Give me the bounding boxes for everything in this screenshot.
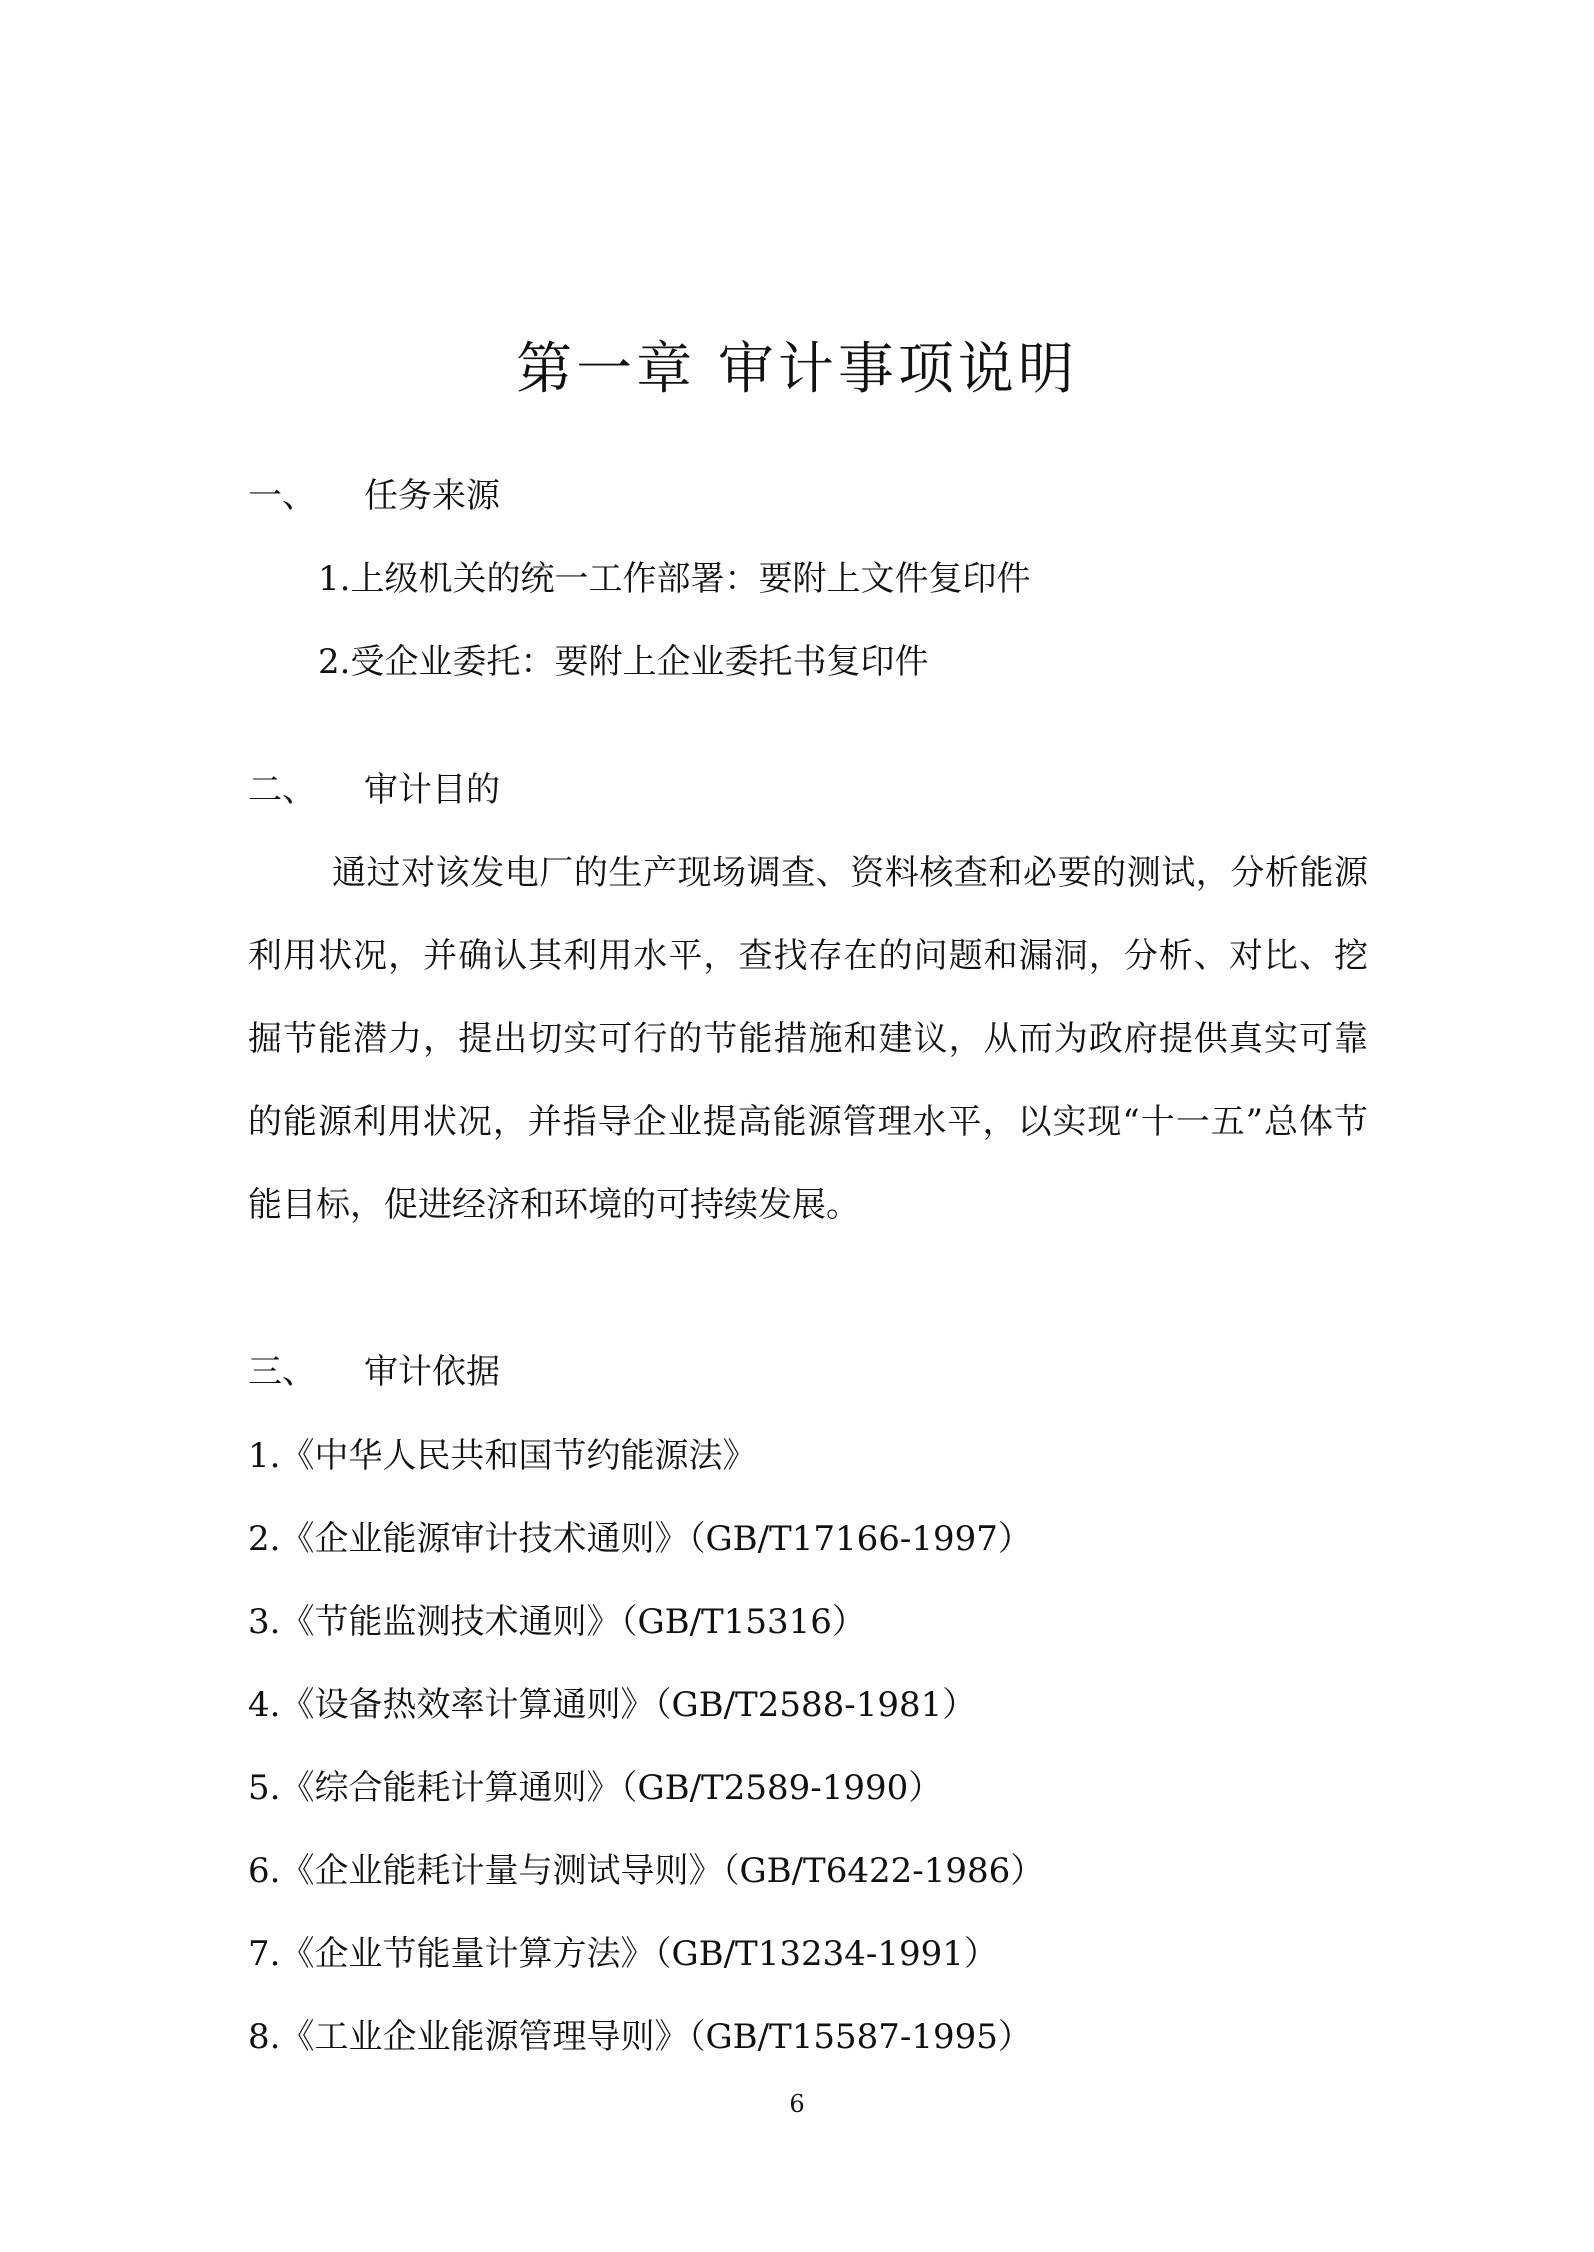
- list-item: 1.上级机关的统一工作部署：要附上文件复印件: [318, 559, 1031, 599]
- section-heading: [248, 766, 500, 814]
- list-item: 1.《中华人民共和国节约能源法》: [248, 1436, 757, 1476]
- body-paragraph: 通过对该发电厂的生产现场调查、资料核查和必要的测试，分析能源利用状况，并确认其利用水平，查找存在的问题和漏洞，分析、对比、挖掘节能潜力，提出切实可行的节能措施和建议，从而为政府提供真实可靠的能源利用状况，并指导企业提高能源管理水平，以实现“十一五”总体节能目标，促进经济和环境的可持续发展。: [248, 853, 1368, 1225]
- section-title: 审计目的: [364, 770, 500, 810]
- section-number: 三、: [248, 1352, 316, 1392]
- section-number: 一、: [248, 476, 316, 516]
- section-title: 审计依据: [364, 1352, 500, 1392]
- list-item: 7.《企业节能量计算方法》（GB/T13234-1991）: [248, 1934, 998, 1974]
- list-item: 5.《综合能耗计算通则》（GB/T2589-1990）: [248, 1768, 943, 1808]
- section-title: 任务来源: [364, 476, 500, 516]
- list-item: 4.《设备热效率计算通则》（GB/T2588-1981）: [248, 1685, 977, 1725]
- section-heading: [248, 1348, 500, 1396]
- section-heading: [248, 472, 500, 520]
- section-number: 二、: [248, 770, 316, 810]
- list-item: 3.《节能监测技术通则》（GB/T15316）: [248, 1602, 866, 1642]
- list-item: 2.《企业能源审计技术通则》（GB/T17166-1997）: [248, 1519, 1032, 1559]
- page-number: 6: [789, 2090, 805, 2118]
- list-item: 8.《工业企业能源管理导则》（GB/T15587-1995）: [248, 2017, 1032, 2057]
- list-item: 2.受企业委托：要附上企业委托书复印件: [318, 642, 929, 682]
- list-item: 6.《企业能耗计量与测试导则》（GB/T6422-1986）: [248, 1851, 1045, 1891]
- chapter-title: 第一章 审计事项说明: [516, 337, 1078, 402]
